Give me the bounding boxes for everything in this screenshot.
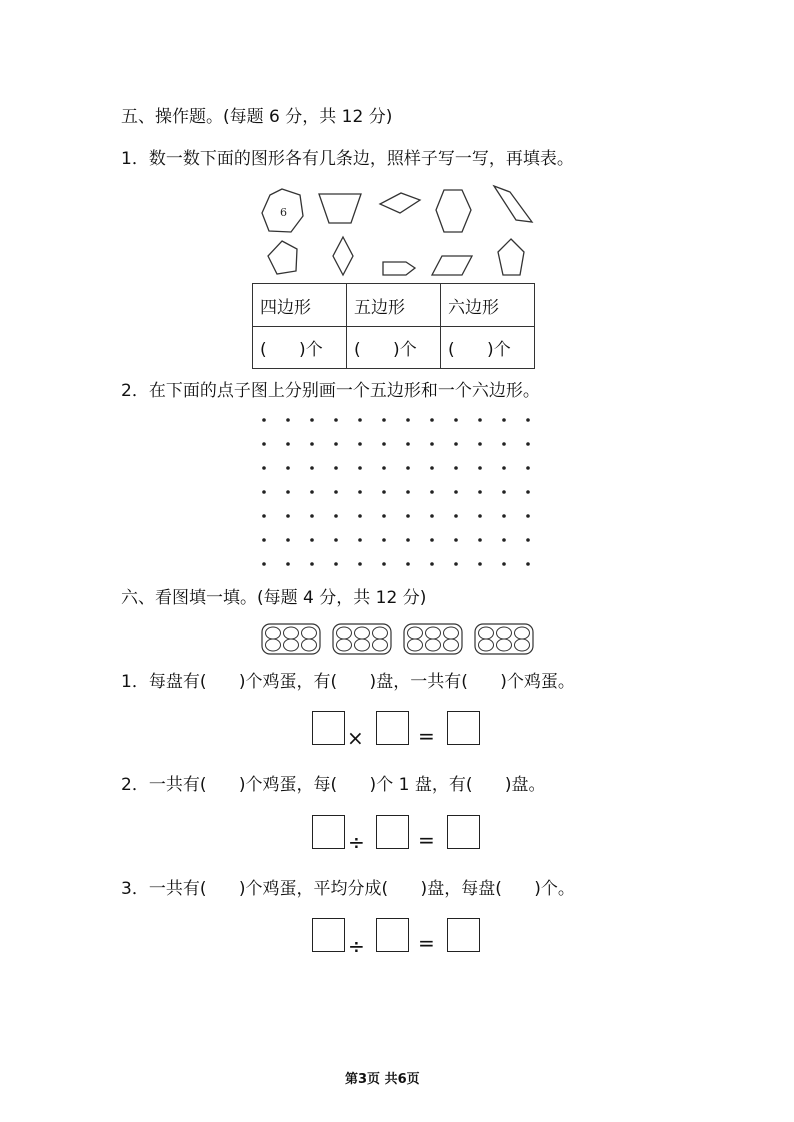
q3-operator: ÷ xyxy=(348,934,365,958)
answer-quadrilateral-count[interactable]: ( )个 xyxy=(253,327,347,369)
egg-tray xyxy=(262,624,320,654)
q1-box-2[interactable] xyxy=(376,711,409,745)
q2-operator: ÷ xyxy=(348,830,365,854)
q1-box-3[interactable] xyxy=(447,711,480,745)
header-pentagon: 五边形 xyxy=(347,284,441,327)
section-5-title: 五、操作题。(每题 6 分，共 12 分) xyxy=(121,107,393,127)
q2-box-2[interactable] xyxy=(376,815,409,849)
q3-box-2[interactable] xyxy=(376,918,409,952)
header-quadrilateral: 四边形 xyxy=(253,284,347,327)
egg-tray xyxy=(475,624,533,654)
egg-tray xyxy=(333,624,391,654)
q3-box-1[interactable] xyxy=(312,918,345,952)
q1-operator: × xyxy=(347,726,364,750)
header-hexagon: 六边形 xyxy=(441,284,535,327)
q3-box-3[interactable] xyxy=(447,918,480,952)
q1-equals: = xyxy=(418,724,435,748)
section-6-title: 六、看图填一填。(每题 4 分，共 12 分) xyxy=(121,588,427,608)
page-footer: 第3页 共6页 xyxy=(345,1072,420,1087)
question-6-1: 1．每盘有( )个鸡蛋，有( )盘，一共有( )个鸡蛋。 xyxy=(121,672,575,692)
question-6-2: 2．一共有( )个鸡蛋，每( )个 1 盘，有( )盘。 xyxy=(121,775,546,795)
q3-equals: = xyxy=(418,931,435,955)
sample-label: 6 xyxy=(280,206,287,219)
q2-equals: = xyxy=(418,828,435,852)
answer-pentagon-count[interactable]: ( )个 xyxy=(347,327,441,369)
answer-hexagon-count[interactable]: ( )个 xyxy=(441,327,535,369)
egg-tray xyxy=(404,624,462,654)
question-5-1: 1．数一数下面的图形各有几条边，照样子写一写，再填表。 xyxy=(121,149,574,169)
q1-box-1[interactable] xyxy=(312,711,345,745)
q2-box-3[interactable] xyxy=(447,815,480,849)
q2-box-1[interactable] xyxy=(312,815,345,849)
question-6-3: 3．一共有( )个鸡蛋，平均分成( )盘，每盘( )个。 xyxy=(121,879,575,899)
question-5-2: 2．在下面的点子图上分别画一个五边形和一个六边形。 xyxy=(121,381,540,401)
